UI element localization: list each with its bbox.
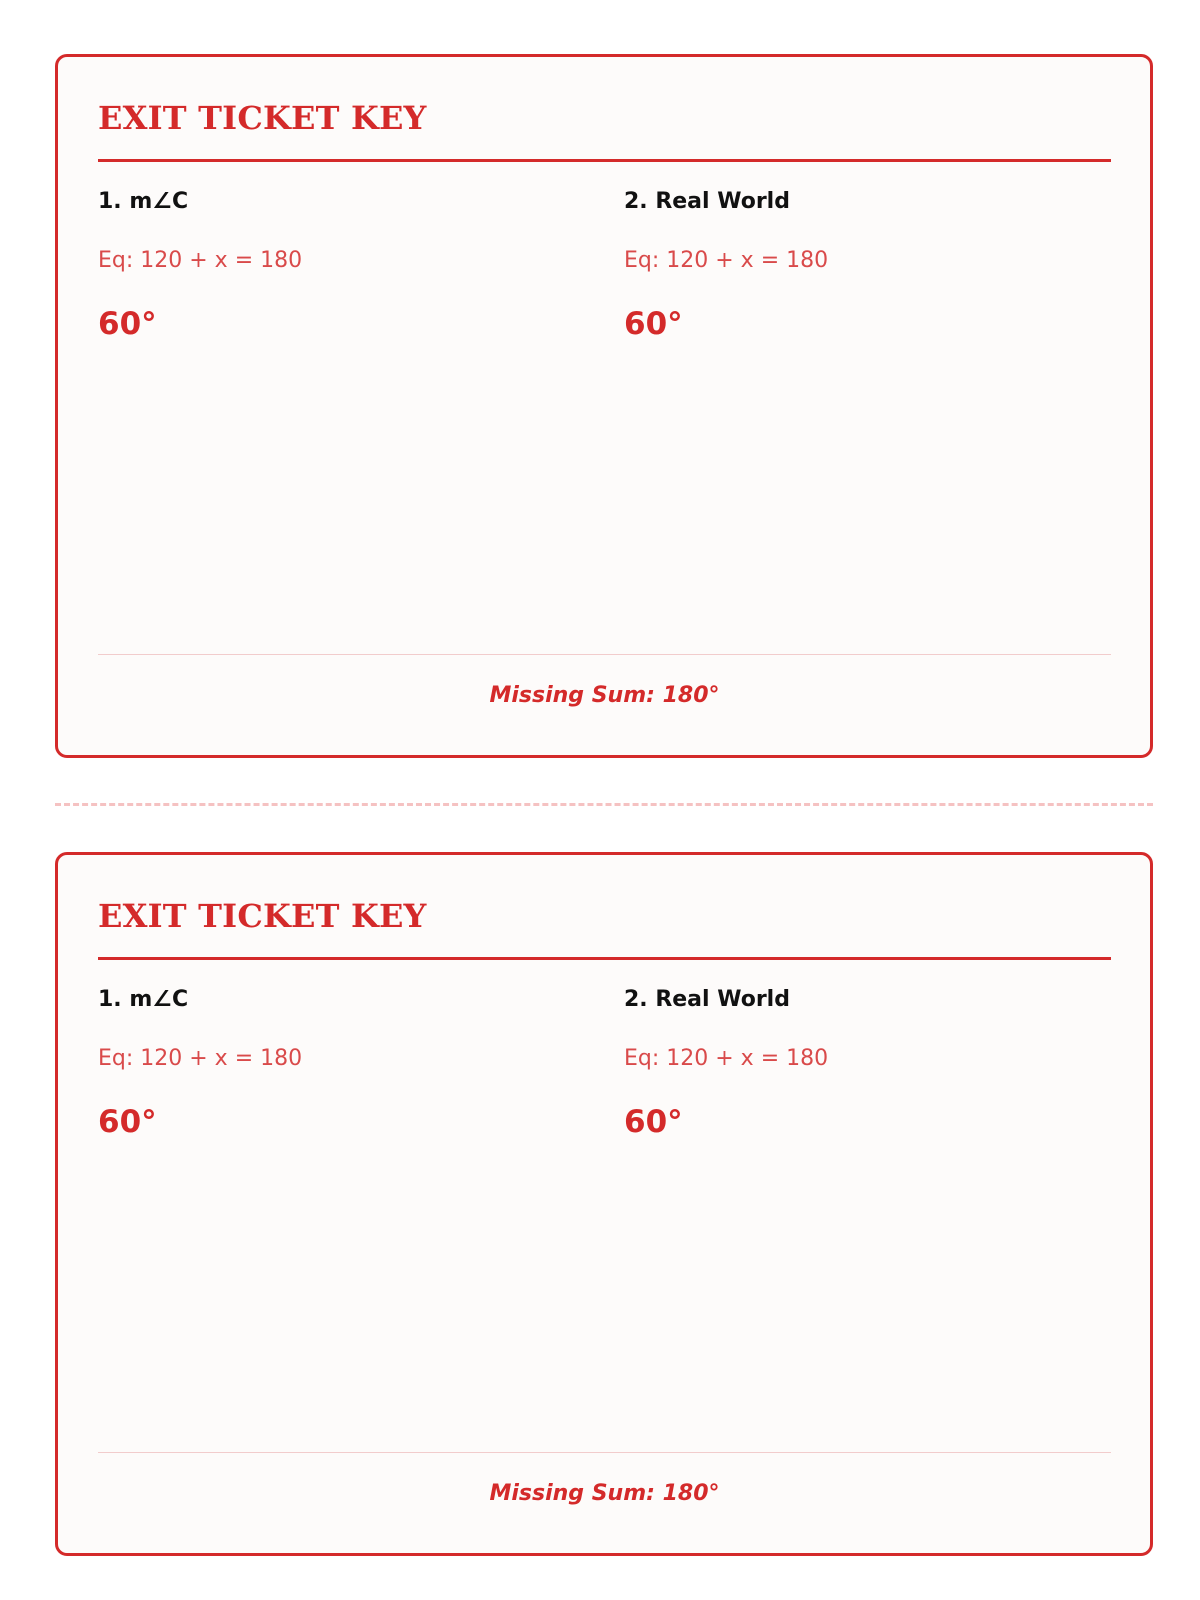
exit-ticket-card xyxy=(55,852,1153,1556)
question-label: 1. m∠C xyxy=(98,987,189,1012)
question-1 xyxy=(98,985,568,1140)
footer-divider xyxy=(98,654,1111,655)
footer-divider xyxy=(98,1452,1111,1453)
cut-line xyxy=(55,803,1153,806)
question-equation: Eq: 120 + x = 180 xyxy=(98,248,303,273)
question-2 xyxy=(624,985,1094,1140)
question-label: 2. Real World xyxy=(624,987,790,1012)
title-divider xyxy=(98,159,1111,162)
ticket-footer: Missing Sum: 180° xyxy=(489,1481,720,1506)
question-1 xyxy=(98,187,568,342)
ticket-title: EXIT TICKET KEY xyxy=(98,99,427,137)
question-answer: 60° xyxy=(624,306,683,342)
ticket-title: EXIT TICKET KEY xyxy=(98,897,427,935)
question-answer: 60° xyxy=(624,1104,683,1140)
exit-ticket-card xyxy=(55,54,1153,758)
question-answer: 60° xyxy=(98,306,157,342)
question-2 xyxy=(624,187,1094,342)
question-label: 1. m∠C xyxy=(98,189,189,214)
question-equation: Eq: 120 + x = 180 xyxy=(98,1046,303,1071)
title-divider xyxy=(98,957,1111,960)
question-equation: Eq: 120 + x = 180 xyxy=(624,1046,829,1071)
question-answer: 60° xyxy=(98,1104,157,1140)
question-label: 2. Real World xyxy=(624,189,790,214)
ticket-footer: Missing Sum: 180° xyxy=(489,683,720,708)
question-equation: Eq: 120 + x = 180 xyxy=(624,248,829,273)
